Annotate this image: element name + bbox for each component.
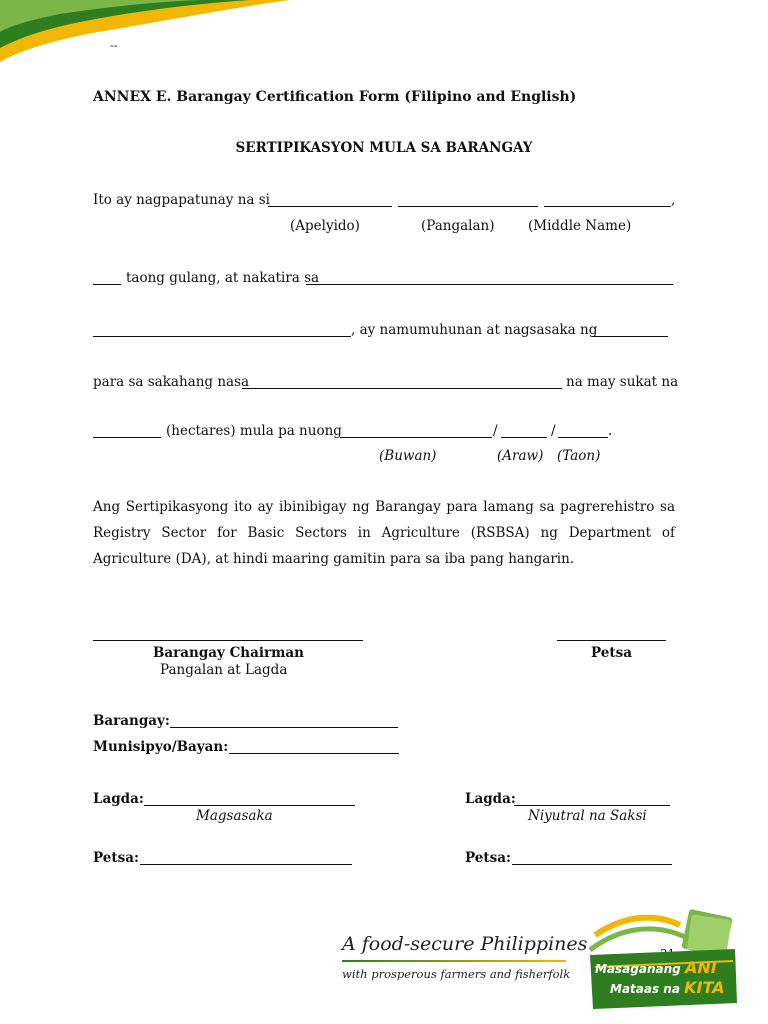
logo-kita: KITA	[684, 978, 725, 997]
line5-mid: (hectares) mula pa nuong	[166, 423, 342, 439]
barangay-field[interactable]	[170, 727, 398, 728]
barangay-label: Barangay:	[93, 713, 170, 729]
footer-tagline: with prosperous farmers and fisherfolk	[342, 967, 571, 981]
line4-tail: na may sukat na	[566, 374, 679, 390]
surname-label: (Apelyido)	[290, 218, 360, 234]
year-label: (Taon)	[557, 448, 601, 464]
page-mark: --	[110, 39, 118, 52]
municipality-label: Munisipyo/Bayan:	[93, 739, 229, 755]
month-blank[interactable]	[340, 437, 492, 438]
crop-blank[interactable]	[592, 336, 668, 337]
line1-lead: Ito ay nagpapatunay na si	[93, 192, 270, 208]
petsa-left-label: Petsa:	[93, 850, 139, 866]
day-label: (Araw)	[497, 448, 544, 464]
lagda-left-field[interactable]	[144, 805, 355, 806]
hectares-blank[interactable]	[93, 437, 161, 438]
year-blank[interactable]	[558, 437, 608, 438]
logo-text-line2	[610, 978, 725, 997]
form-title: SERTIPIKASYON MULA SA BARANGAY	[235, 140, 533, 156]
header-swoosh-decoration	[0, 0, 290, 70]
petsa-left-field[interactable]	[140, 864, 352, 865]
line1-comma: ,	[671, 192, 676, 208]
month-label: (Buwan)	[379, 448, 437, 464]
footer-divider	[342, 960, 566, 962]
address-blank[interactable]	[306, 284, 673, 285]
address-cont-blank[interactable]	[93, 336, 351, 337]
lagda-left-sub: Magsasaka	[196, 808, 273, 824]
chairman-label: Barangay Chairman	[153, 645, 304, 661]
firstname-blank[interactable]	[398, 206, 538, 207]
lagda-left-label: Lagda:	[93, 791, 144, 807]
date-signature-line[interactable]	[557, 640, 666, 641]
logo-mataas: Mataas na	[610, 982, 680, 996]
body-paragraph: Ang Sertipikasyong ito ay ibinibigay ng Barangay para lamang sa pagrerehistro sa Registry Sector for Basic Sectors in Agriculture (RSBSA) ng Department of Agriculture (DA), at hindi maaring gamitin para sa iba pang hangarin.	[93, 499, 675, 567]
petsa-right-label: Petsa:	[465, 850, 511, 866]
logo-masaganang: Masaganang	[595, 962, 681, 976]
surname-blank[interactable]	[268, 206, 392, 207]
municipality-field[interactable]	[229, 753, 399, 754]
annex-title: ANNEX E. Barangay Certification Form (Filipino and English)	[93, 89, 577, 105]
middlename-blank[interactable]	[544, 206, 671, 207]
line3-text: , ay namumuhunan at nagsasaka ng	[351, 322, 598, 338]
farm-location-blank[interactable]	[242, 388, 562, 389]
age-blank[interactable]	[93, 284, 121, 285]
lagda-right-field[interactable]	[514, 805, 670, 806]
line5-period: .	[608, 423, 613, 439]
chairman-signature-line[interactable]	[93, 640, 363, 641]
logo-text-line1	[595, 958, 717, 977]
firstname-label: (Pangalan)	[421, 218, 495, 234]
line5-slash2: /	[551, 423, 556, 439]
line2-text: taong gulang, at nakatira sa	[126, 270, 320, 286]
chairman-sub: Pangalan at Lagda	[160, 662, 288, 678]
middlename-label: (Middle Name)	[528, 218, 632, 234]
logo-ani: ANI	[684, 958, 717, 977]
day-blank[interactable]	[501, 437, 547, 438]
footer-slogan: A food-secure Philippines	[342, 933, 588, 955]
date-label: Petsa	[591, 645, 632, 661]
line5-slash1: /	[493, 423, 498, 439]
line4-lead: para sa sakahang nasa	[93, 374, 250, 390]
petsa-right-field[interactable]	[512, 864, 672, 865]
lagda-right-label: Lagda:	[465, 791, 516, 807]
lagda-right-sub: Niyutral na Saksi	[528, 808, 647, 824]
